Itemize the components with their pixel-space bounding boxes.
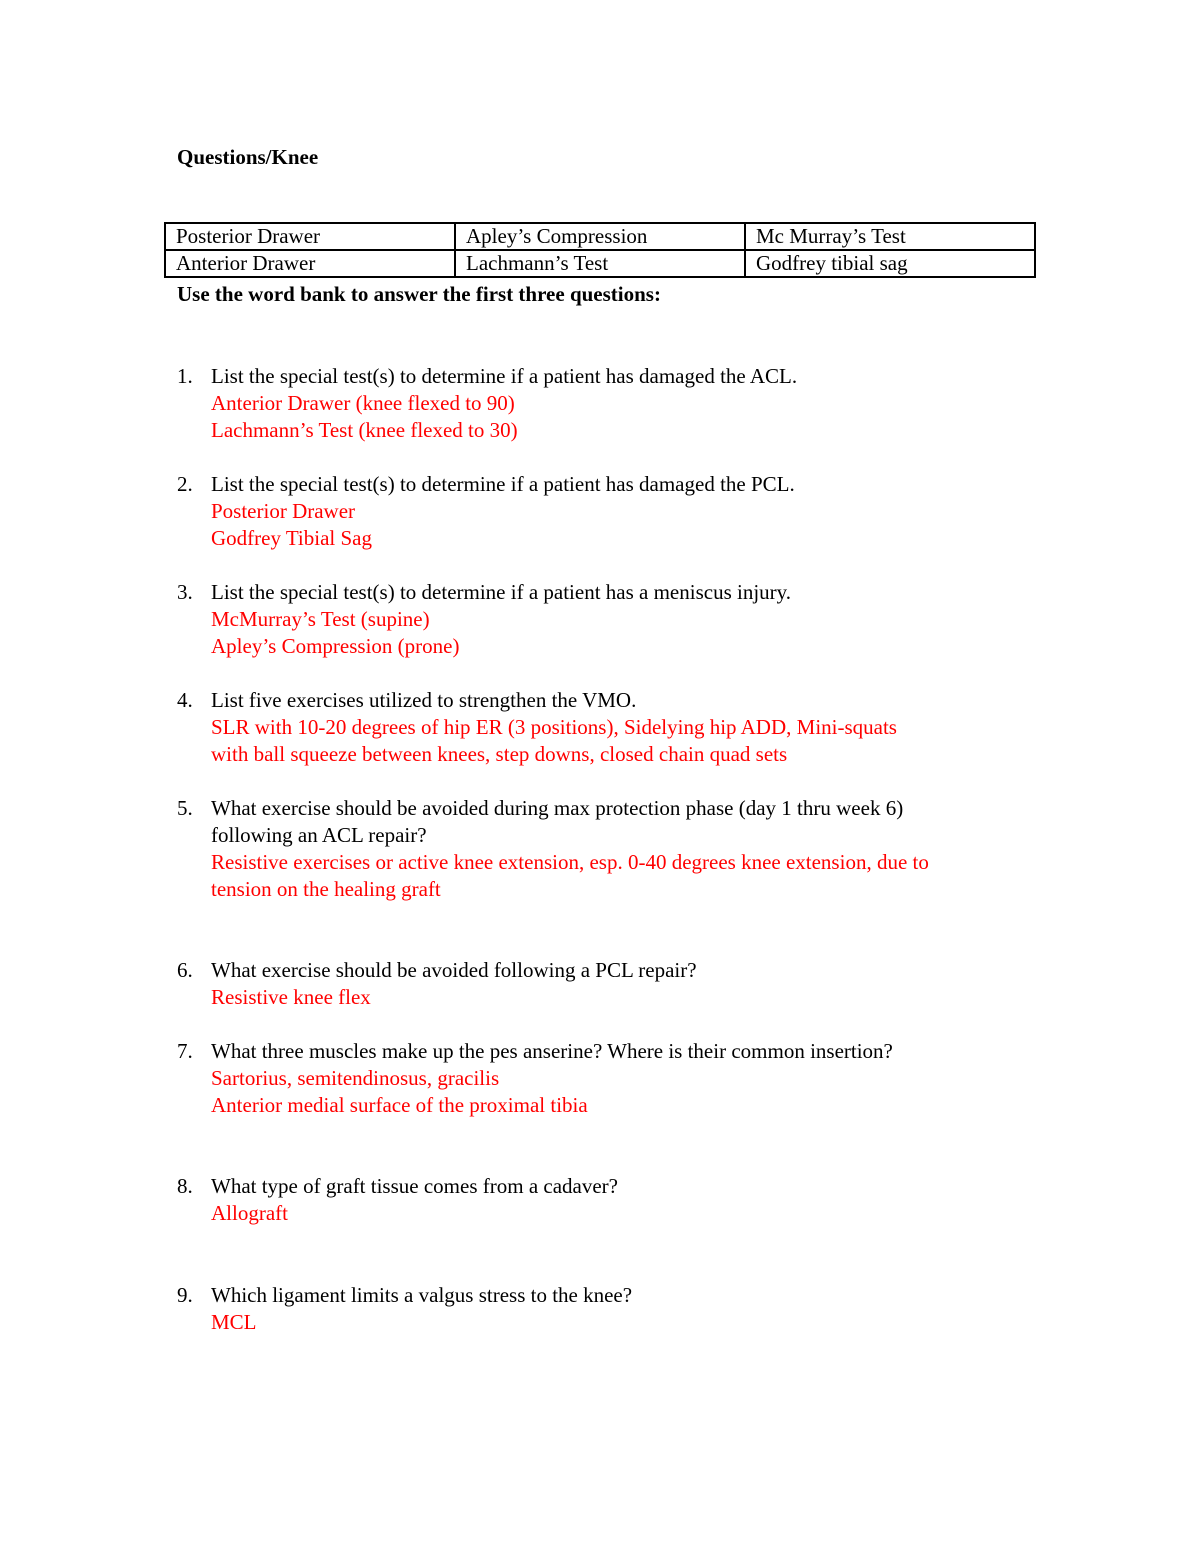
answer-text: SLR with 10-20 degrees of hip ER (3 positions), Sidelying hip ADD, Mini-squats <box>211 715 897 739</box>
answer-text: Sartorius, semitendinosus, gracilis <box>211 1066 500 1090</box>
answer-text: McMurray’s Test (supine) <box>211 607 430 631</box>
word-bank-cell: Lachmann’s Test <box>455 250 745 277</box>
question-number: 1. <box>177 364 193 388</box>
question-text: List five exercises utilized to strengthen the VMO. <box>211 688 637 712</box>
answer-text: Anterior medial surface of the proximal tibia <box>211 1093 588 1117</box>
question-number: 3. <box>177 580 193 604</box>
word-bank-row <box>165 223 1035 250</box>
question-number: 9. <box>177 1283 193 1307</box>
question-text: What type of graft tissue comes from a cadaver? <box>211 1174 618 1198</box>
question-number: 7. <box>177 1039 193 1063</box>
question-text: following an ACL repair? <box>211 823 427 847</box>
word-bank-instruction: Use the word bank to answer the first three questions: <box>177 282 661 306</box>
question-text: List the special test(s) to determine if a patient has a meniscus injury. <box>211 580 792 604</box>
answer-text: Posterior Drawer <box>211 499 356 523</box>
question-text: List the special test(s) to determine if a patient has damaged the PCL. <box>211 472 795 496</box>
word-bank-row <box>165 250 1035 277</box>
word-bank-cell: Apley’s Compression <box>455 223 745 250</box>
answer-text: Allograft <box>211 1201 288 1225</box>
answer-text: Resistive exercises or active knee extension, esp. 0-40 degrees knee extension, due to <box>211 850 929 874</box>
question-text: What exercise should be avoided following a PCL repair? <box>211 958 697 982</box>
word-bank-table <box>164 222 1036 278</box>
answer-text: MCL <box>211 1310 257 1334</box>
word-bank-cell: Godfrey tibial sag <box>745 250 1035 277</box>
answer-text: tension on the healing graft <box>211 877 441 901</box>
answer-text: Apley’s Compression (prone) <box>211 634 460 658</box>
answer-text: Resistive knee flex <box>211 985 371 1009</box>
answer-text: Anterior Drawer (knee flexed to 90) <box>211 391 515 415</box>
word-bank-cell: Mc Murray’s Test <box>745 223 1035 250</box>
question-text: List the special test(s) to determine if a patient has damaged the ACL. <box>211 364 798 388</box>
word-bank-cell: Anterior Drawer <box>165 250 455 277</box>
question-number: 8. <box>177 1174 193 1198</box>
answer-text: Godfrey Tibial Sag <box>211 526 373 550</box>
question-number: 2. <box>177 472 193 496</box>
question-text: Which ligament limits a valgus stress to the knee? <box>211 1283 633 1307</box>
question-number: 6. <box>177 958 193 982</box>
answer-text: Lachmann’s Test (knee flexed to 30) <box>211 418 518 442</box>
question-text: What three muscles make up the pes anserine? Where is their common insertion? <box>211 1039 893 1063</box>
question-text: What exercise should be avoided during max protection phase (day 1 thru week 6) <box>211 796 904 820</box>
page-title: Questions/Knee <box>177 145 319 169</box>
question-number: 4. <box>177 688 193 712</box>
answer-text: with ball squeeze between knees, step downs, closed chain quad sets <box>211 742 788 766</box>
question-number: 5. <box>177 796 193 820</box>
word-bank-cell: Posterior Drawer <box>165 223 455 250</box>
